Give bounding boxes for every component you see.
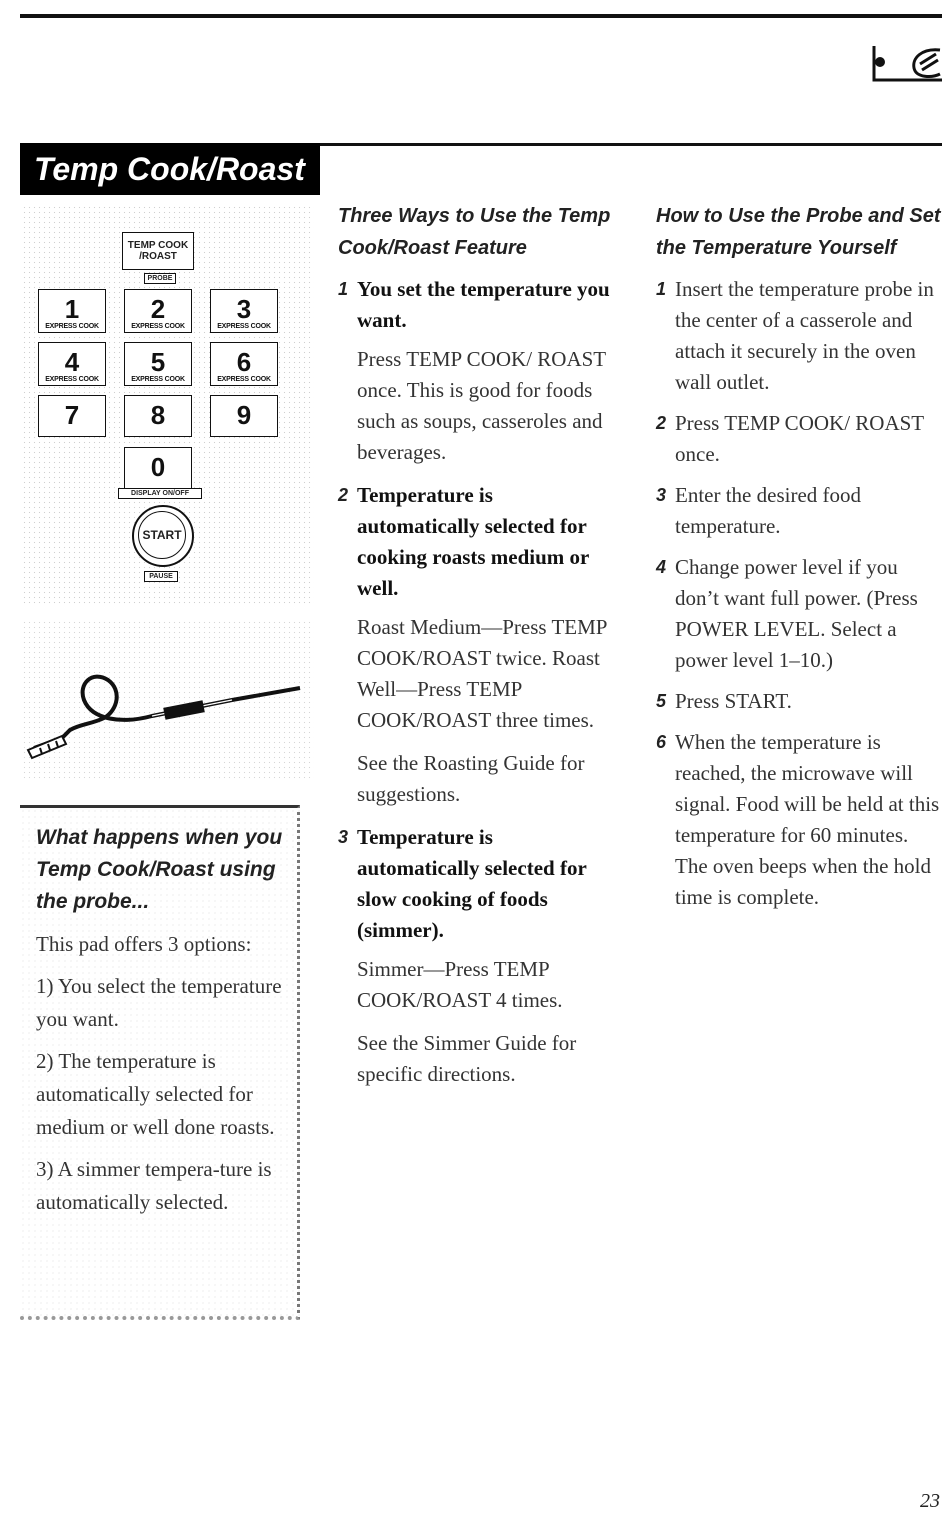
step-number: 2 [338, 485, 349, 505]
key-5: 5 EXPRESS COOK [124, 342, 192, 386]
step-text: Change power level if you don’t want full power. (Press POWER LEVEL. Select a power level 1–10.) [675, 555, 918, 672]
step-text: Press TEMP COOK/ ROAST once. [675, 411, 924, 466]
sidebar-option-1: 1) You select the temperature you want. [36, 974, 282, 1031]
step-heading: Temperature is automatically selected for cooking roasts medium or well. [357, 483, 589, 600]
probe-step-6 [656, 727, 942, 913]
key-6: 6 EXPRESS COOK [210, 342, 278, 386]
way-step-3 [338, 822, 620, 1090]
microwave-tab-icon [872, 46, 942, 82]
key-2: 2 EXPRESS COOK [124, 289, 192, 333]
step-text: See the Simmer Guide for specific directions. [357, 1031, 577, 1086]
step-text: When the temperature is reached, the microwave will signal. Food will be held at this temperature for 60 minutes. The oven beeps when the hold time is complete. [675, 730, 940, 909]
step-text: Enter the desired food temperature. [675, 483, 862, 538]
probe-info-sidebar [20, 805, 300, 1320]
keypad-illustration [22, 205, 314, 605]
three-ways-title: Three Ways to Use the Temp Cook/Roast Feature [338, 205, 611, 259]
display-on-off-label: DISPLAY ON/OFF [118, 488, 202, 499]
start-key [132, 505, 194, 567]
probe-step-5 [656, 686, 942, 717]
way-step-1 [338, 274, 620, 468]
probe-label: PROBE [144, 273, 176, 284]
step-number: 4 [656, 557, 667, 577]
key-3: 3 EXPRESS COOK [210, 289, 278, 333]
probe-howto-title: How to Use the Probe and Set the Temperature Yourself [656, 205, 941, 259]
step-text: Press START. [675, 689, 792, 713]
key-4: 4 EXPRESS COOK [38, 342, 106, 386]
temp-cook-roast-label: TEMP COOK /ROAST [127, 240, 189, 262]
probe-step-4 [656, 552, 942, 676]
pause-label: PAUSE [144, 571, 178, 582]
sidebar-option-3: 3) A simmer tempera-ture is automatically selected. [36, 1157, 272, 1214]
top-rule [20, 14, 942, 18]
step-number: 1 [656, 279, 667, 299]
probe-drawing [22, 620, 314, 780]
page-number: 23 [920, 1490, 940, 1512]
key-7: 7 [38, 395, 106, 437]
key-1: 1 EXPRESS COOK [38, 289, 106, 333]
step-number: 6 [656, 732, 667, 752]
key-9: 9 [210, 395, 278, 437]
probe-step-3 [656, 480, 942, 542]
three-ways-column [338, 200, 620, 1102]
step-text: Roast Medium—Press TEMP COOK/ROAST twice. Roast Well—Press TEMP COOK/ROAST three times. [357, 615, 607, 732]
step-text: Simmer—Press TEMP COOK/ROAST 4 times. [357, 957, 563, 1012]
start-label: START [138, 511, 186, 559]
step-text: Insert the temperature probe in the center of a casserole and attach it securely in the oven wall outlet. [675, 277, 934, 394]
temperature-probe-illustration [22, 620, 314, 780]
probe-step-2 [656, 408, 942, 470]
way-step-2 [338, 480, 620, 810]
sidebar-title: What happens when you Temp Cook/Roast using the probe... [36, 826, 283, 913]
step-text: See the Roasting Guide for suggestions. [357, 751, 585, 806]
step-number: 2 [656, 413, 667, 433]
step-heading: You set the temperature you want. [357, 277, 610, 332]
step-text: Press TEMP COOK/ ROAST once. This is good for foods such as soups, casseroles and beverages. [357, 347, 606, 464]
temp-cook-roast-key [122, 232, 194, 270]
step-number: 5 [656, 691, 667, 711]
key-0: 0 [124, 447, 192, 489]
key-8: 8 [124, 395, 192, 437]
probe-howto-column [656, 200, 942, 923]
page-title: Temp Cook/Roast [20, 143, 320, 195]
sidebar-option-2: 2) The temperature is automatically selected for medium or well done roasts. [36, 1049, 275, 1139]
step-heading: Temperature is automatically selected for slow cooking of foods (simmer). [357, 825, 587, 942]
step-number: 1 [338, 279, 349, 299]
sidebar-paragraph: This pad offers 3 options: [36, 932, 252, 956]
step-number: 3 [338, 827, 349, 847]
probe-step-1 [656, 274, 942, 398]
step-number: 3 [656, 485, 667, 505]
